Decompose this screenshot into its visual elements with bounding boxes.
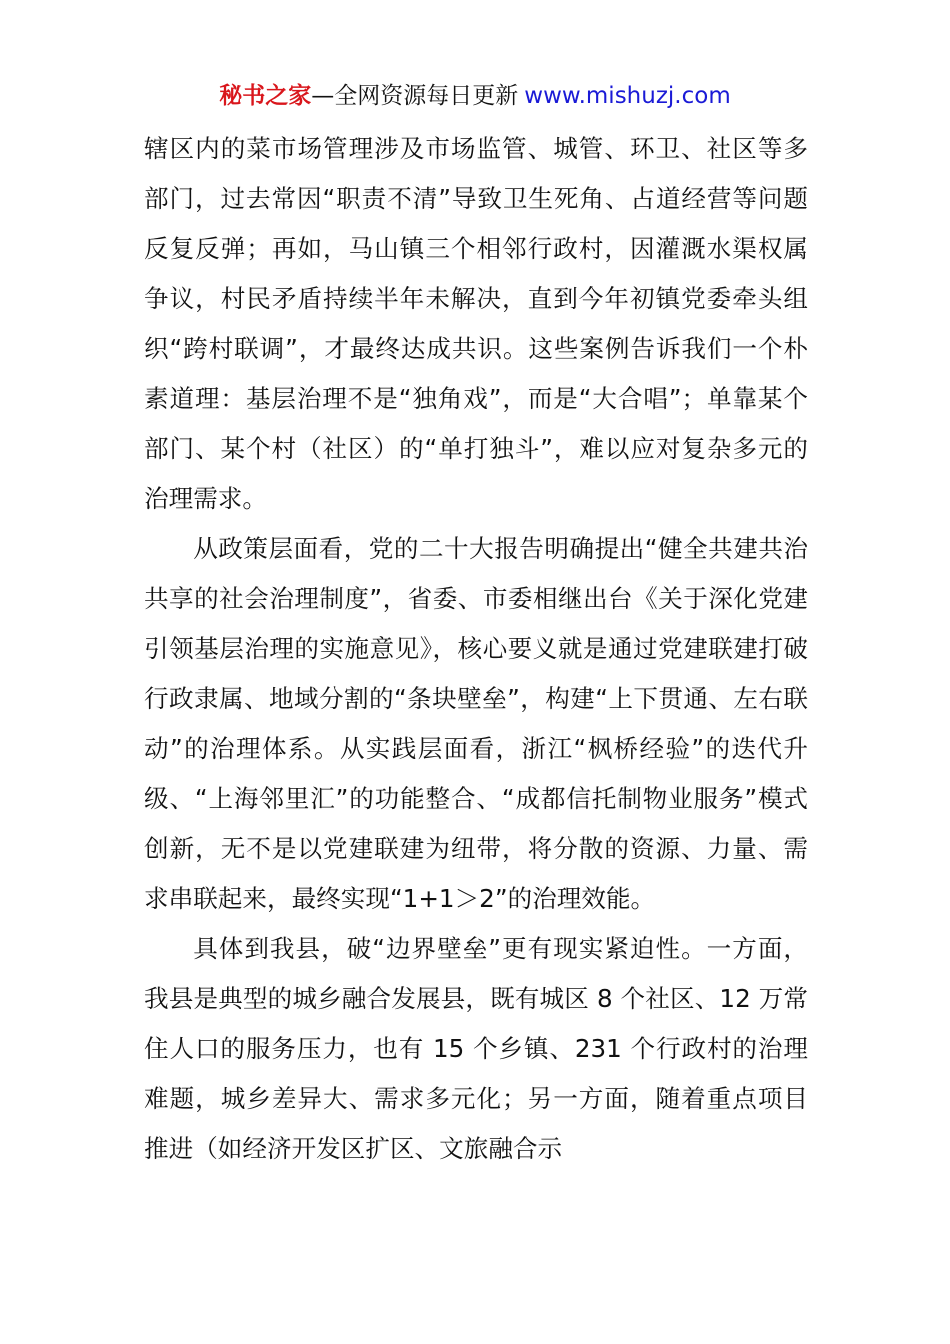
header-tagline: —全网资源每日更新 [311,83,519,109]
paragraph-county: 具体到我县，破“边界壁垒”更有现实紧迫性。一方面，我县是典型的城乡融合发展县，既有城区 8 个社区、12 万常住人口的服务压力，也有 15 个乡镇、231 个行政村的治理难题，城乡差异大、需求多元化；另一方面，随着重点项目推进（如经济开发区扩区、文旅融合示 [144,934,808,1163]
paragraph-policy: 从政策层面看，党的二十大报告明确提出“健全共建共治共享的社会治理制度”，省委、市委相继出台《关于深化党建引领基层治理的实施意见》，核心要义就是通过党建联建打破行政隶属、地域分割的“条块壁垒”，构建“上下贯通、左右联动”的治理体系。从实践层面看，浙江“枫桥经验”的迭代升级、“上海邻里汇”的功能整合、“成都信托制物业服务”模式创新，无不是以党建联建为纽带，将分散的资源、力量、需求串联起来，最终实现“1+1＞2”的治理效能。 [144,534,808,913]
document-body [144,124,808,1174]
site-url[interactable]: www.mishuzj.com [524,83,731,109]
page-header [0,80,950,112]
paragraph-continuation: 辖区内的菜市场管理涉及市场监管、城管、环卫、社区等多部门，过去常因“职责不清”导致卫生死角、占道经营等问题反复反弹；再如，马山镇三个相邻行政村，因灌溉水渠权属争议，村民矛盾持续半年未解决，直到今年初镇党委牵头组织“跨村联调”，才最终达成共识。这些案例告诉我们一个朴素道理：基层治理不是“独角戏”，而是“大合唱”；单靠某个部门、某个村（社区）的“单打独斗”，难以应对复杂多元的治理需求。 [144,134,808,513]
brand-name: 秘书之家 [219,83,312,109]
